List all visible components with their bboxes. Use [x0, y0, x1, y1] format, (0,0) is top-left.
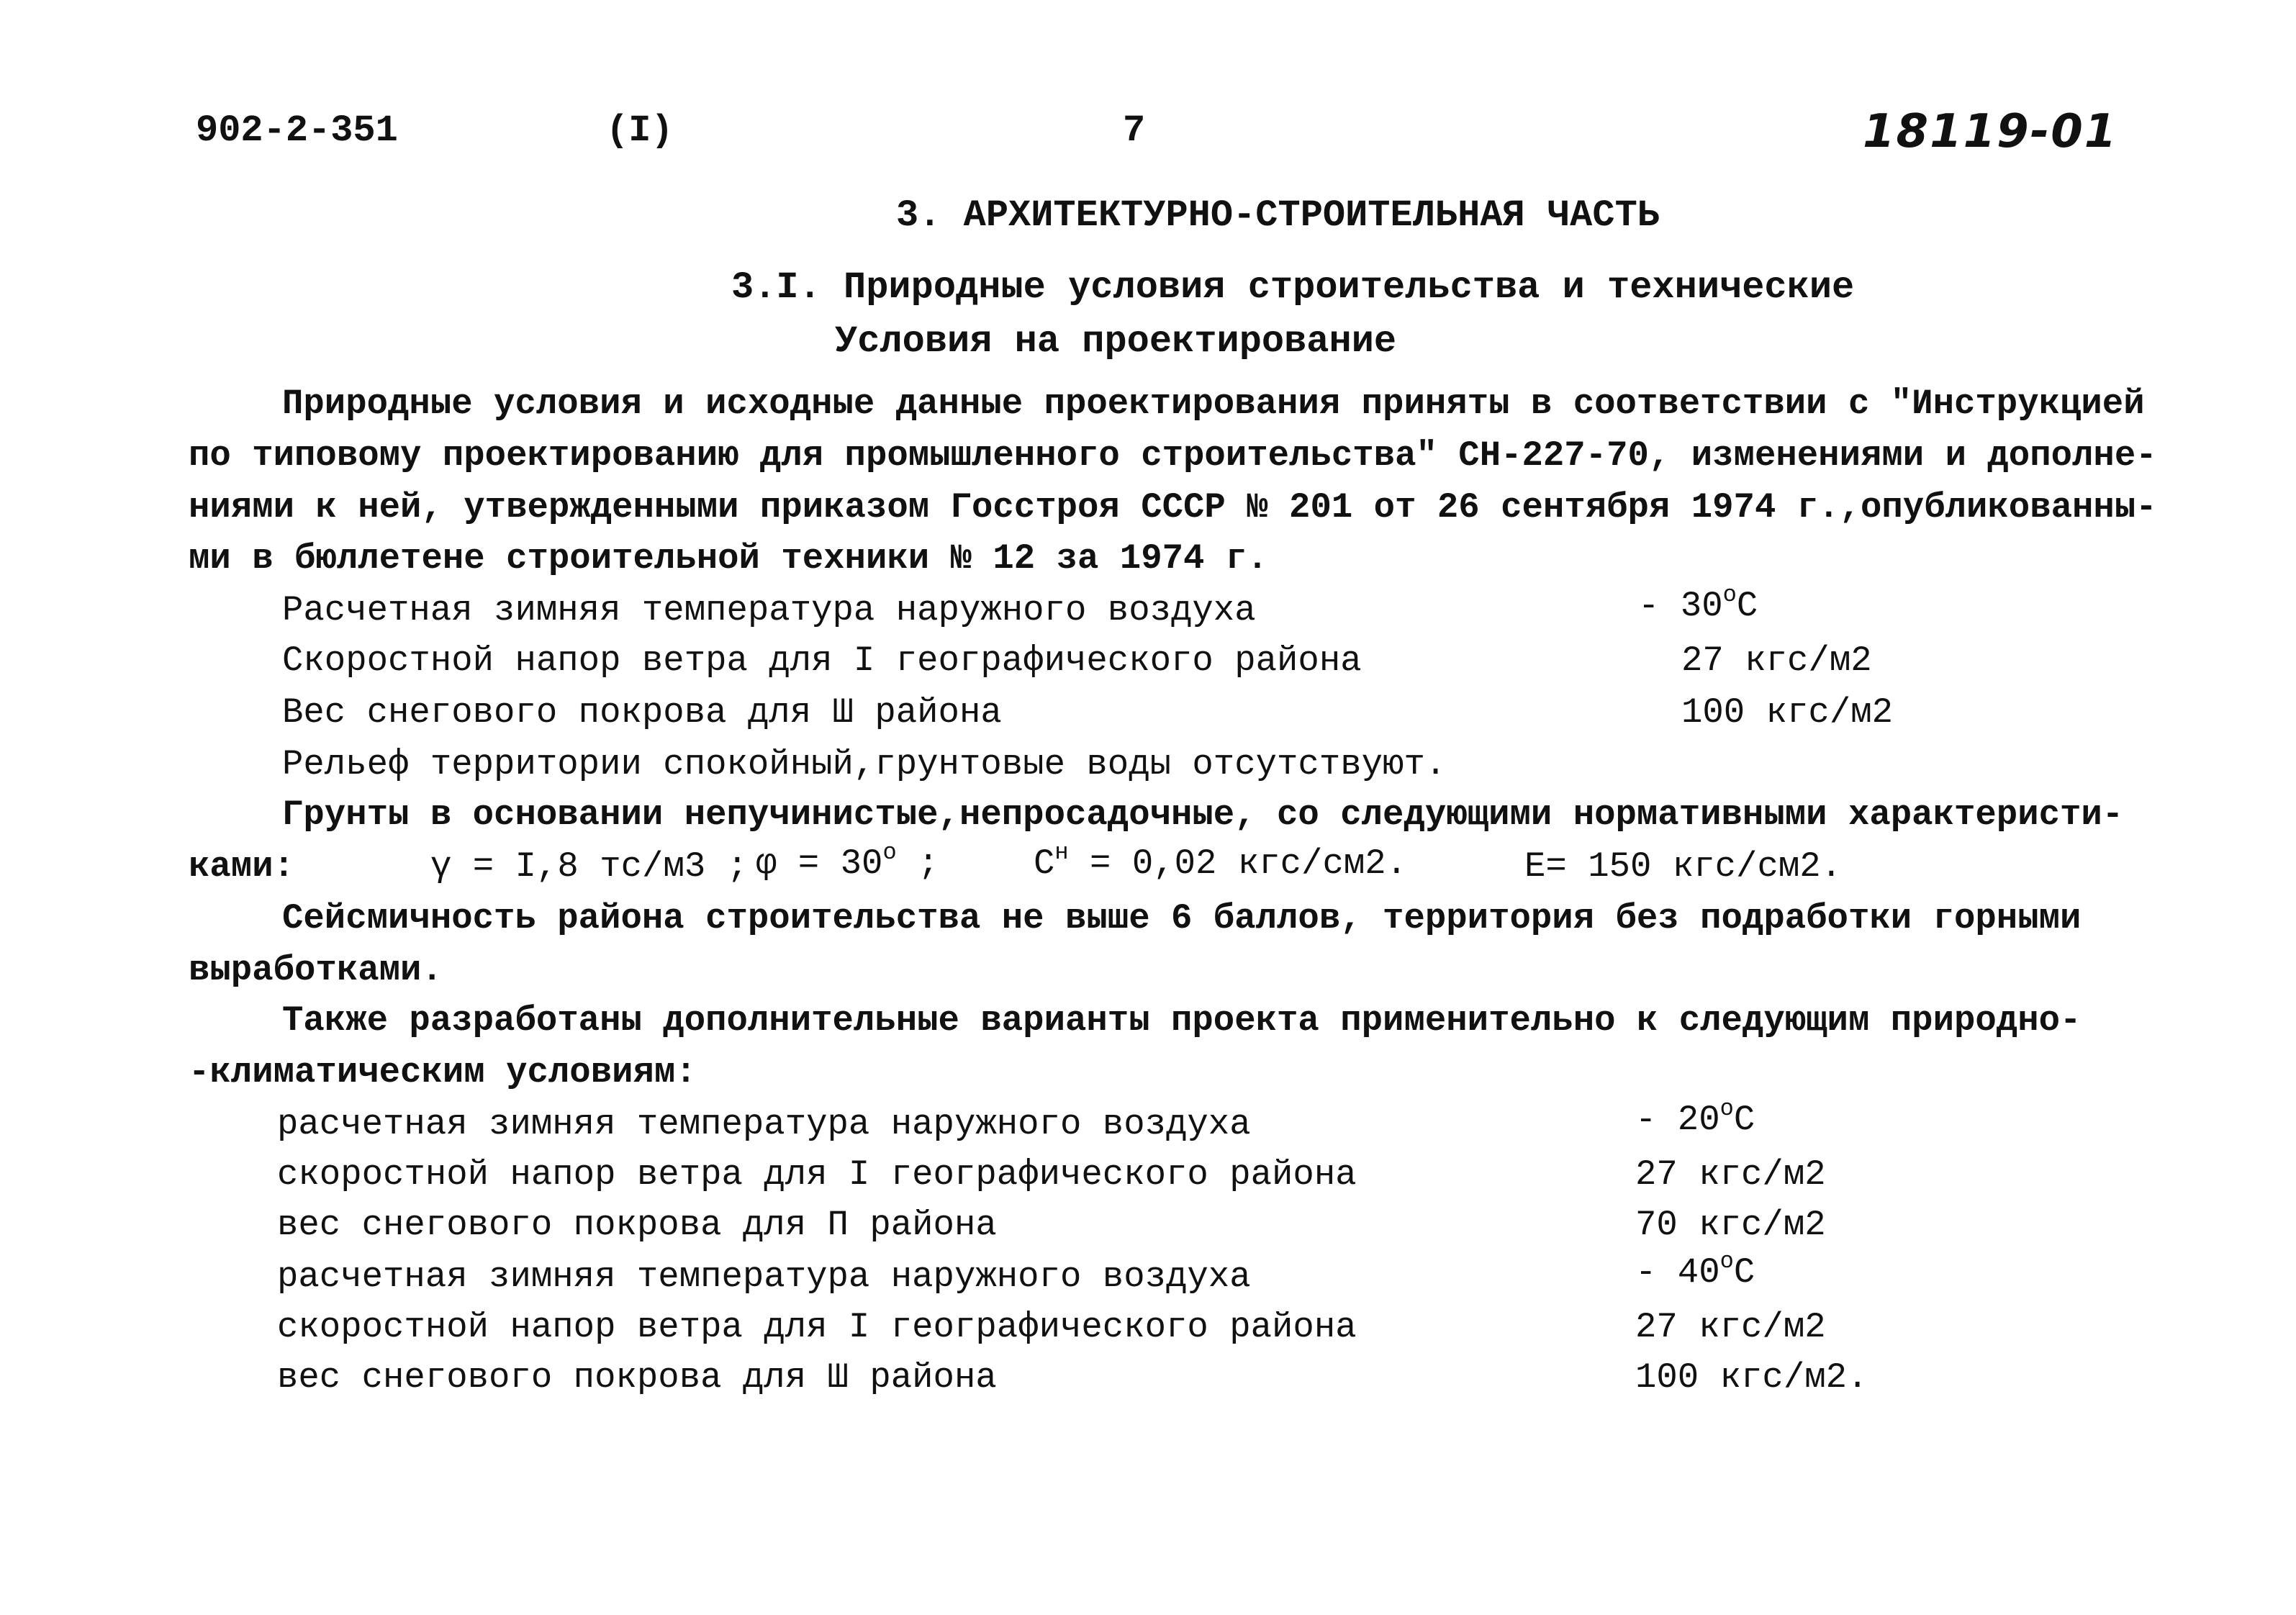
soil-modulus: Е= 150 кгс/см2.	[1524, 846, 1843, 887]
soils-line-1: Грунты в основании непучинистые,непросадочные, со следующими нормативными характеристи-	[282, 795, 2124, 835]
intro-line-1: Природные условия и исходные данные проектирования приняты в соответствии с "Инструкцией	[282, 384, 2145, 424]
section-title: 3. АРХИТЕКТУРНО-СТРОИТЕЛЬНАЯ ЧАСТЬ	[896, 194, 1660, 237]
variant-condition-value: 70 кгс/м2	[1635, 1205, 1826, 1245]
condition-label: Вес снегового покрова для Ш района	[282, 692, 1002, 733]
series-number: (I)	[606, 109, 674, 152]
variant-condition-value: - $40^оС$	[1635, 1248, 1755, 1293]
inventory-number: 18119-01	[1863, 105, 2118, 158]
document-code: 902-2-351	[196, 109, 398, 152]
variant-condition-value: 100 кгс/м2.	[1635, 1357, 1868, 1398]
variant-condition-value: 27 кгс/м2	[1635, 1307, 1826, 1347]
variant-condition-label: расчетная зимняя температура наружного воздуха	[277, 1257, 1251, 1297]
soils-line-2-prefix: ками:	[189, 846, 295, 887]
variant-condition-label: скоростной напор ветра для I географического района	[277, 1154, 1357, 1195]
subsection-title-line2: Условия на проектирование	[835, 320, 1397, 363]
variant-condition-label: скоростной напор ветра для I географического района	[277, 1307, 1357, 1347]
seismic-line-2: выработками.	[189, 950, 443, 990]
relief-text: Рельеф территории спокойный,грунтовые воды отсутствуют.	[282, 744, 1447, 784]
variants-intro-line-1: Также разработаны дополнительные варианты проекта применительно к следующим природно-	[282, 1000, 2082, 1041]
condition-label: Скоростной напор ветра для I географического района	[282, 641, 1362, 681]
condition-value: - $30^оС$	[1638, 582, 1758, 626]
seismic-line-1: Сейсмичность района строительства не выше 6 баллов, территория без подработки горными	[282, 898, 2082, 938]
variants-intro-line-2: -климатическим условиям:	[189, 1052, 697, 1092]
subsection-title-line1: 3.I. Природные условия строительства и технические	[731, 266, 1855, 309]
soil-unit-weight: γ = I,8 тс/м3 ;	[430, 846, 749, 887]
condition-value: 27 кгс/м2	[1681, 641, 1872, 681]
variant-condition-label: вес снегового покрова для П района	[277, 1205, 997, 1245]
intro-line-3: ниями к ней, утвержденными приказом Госстроя СССР № 201 от 26 сентября 1974 г.,опубликованны-	[189, 487, 2157, 528]
variant-condition-label: вес снегового покрова для Ш района	[277, 1357, 997, 1398]
condition-label: Расчетная зимняя температура наружного воздуха	[282, 590, 1256, 630]
intro-line-4: ми в бюллетене строительной техники № 12 за 1974 г.	[189, 538, 1268, 579]
variant-condition-value: - $20^оС$	[1635, 1095, 1755, 1140]
intro-line-2: по типовому проектированию для промышленного строительства" СН-227-70, изменениями и дополне-	[189, 435, 2157, 476]
soil-friction-angle: $\varphi = 30^о$ ;	[756, 839, 939, 884]
soil-cohesion: $С^н = 0,02$ кгс/см2.	[1034, 839, 1408, 884]
variant-condition-value: 27 кгс/м2	[1635, 1154, 1826, 1195]
page-number: 7	[1123, 109, 1146, 152]
variant-condition-label: расчетная зимняя температура наружного воздуха	[277, 1104, 1251, 1144]
condition-value: 100 кгс/м2	[1681, 692, 1894, 733]
